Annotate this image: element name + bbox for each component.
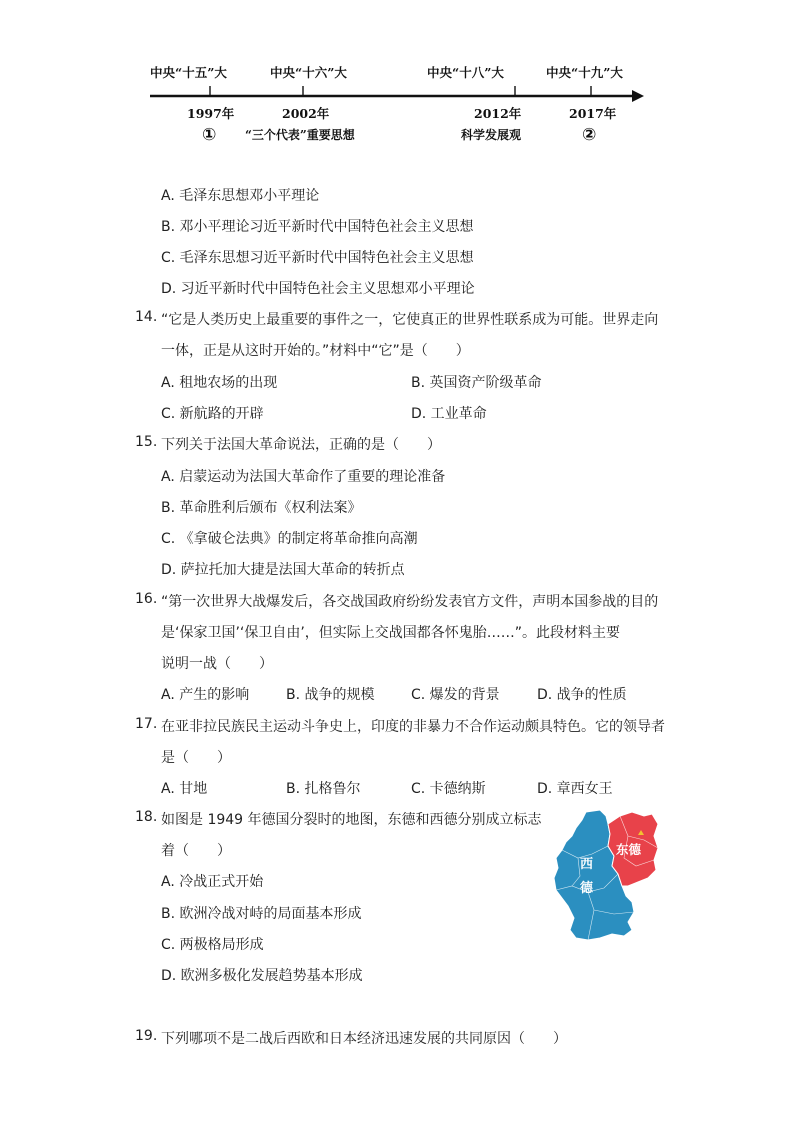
question-stem: “它是人类历史上最重要的事件之一，它使真正的世界性联系成为可能。世界走向 [161,312,659,328]
timeline-event-label: 中央“十九”大 [546,65,623,80]
option-a[interactable]: A. 冷战正式开始 [161,874,264,890]
question-stem: “第一次世界大战爆发后，各交战国政府纷纷发表官方文件，声明本国参战的目的 [161,594,659,610]
question-stem: 着（ ） [161,843,231,859]
option-c[interactable]: C. 卡德纳斯 [411,781,486,797]
question-number: 15. [135,434,158,450]
west-germany-label: 德 [580,881,594,896]
option-b[interactable]: B. 欧洲冷战对峙的局面基本形成 [161,906,362,922]
option-b[interactable]: B. 英国资产阶级革命 [411,375,542,391]
timeline-note-blank-2: ② [582,125,597,145]
timeline-year: 1997年 [187,106,235,121]
timeline-note: “三个代表”重要思想 [245,128,355,142]
option-a[interactable]: A. 甘地 [161,781,208,797]
question-stem: 一体，正是从这时开始的。”材料中“它”是（ ） [161,343,470,359]
option-c[interactable]: C. 毛泽东思想习近平新时代中国特色社会主义思想 [161,250,474,266]
timeline-year: 2002年 [282,106,330,121]
question-number: 16. [135,591,158,607]
question-number: 18. [135,809,158,825]
timeline-event-label: 中央“十五”大 [150,65,227,80]
option-c[interactable]: C. 新航路的开辟 [161,406,264,422]
timeline-note-blank-1: ① [202,125,217,145]
germany-1949-map [548,806,664,946]
question-stem: 下列哪项不是二战后西欧和日本经济迅速发展的共同原因（ ） [161,1031,567,1047]
option-a[interactable]: A. 租地农场的出现 [161,375,278,391]
timeline-year: 2017年 [569,106,617,121]
question-stem: 下列关于法国大革命说法，正确的是（ ） [161,437,441,453]
option-a[interactable]: A. 产生的影响 [161,687,250,703]
question-stem: 是‘保家卫国’‘保卫自由’，但实际上交战国都各怀鬼胎……”。此段材料主要 [161,625,621,641]
option-a[interactable]: A. 毛泽东思想邓小平理论 [161,188,320,204]
arrow-head-icon [632,90,644,102]
option-d[interactable]: D. 战争的性质 [537,687,627,703]
east-germany-label: 东德 [616,842,642,857]
timeline-year: 2012年 [474,106,522,121]
timeline-axis [148,84,644,104]
question-stem: 是（ ） [161,750,231,766]
option-d[interactable]: D. 章西女王 [537,781,613,797]
question-number: 14. [135,309,158,325]
question-number: 19. [135,1028,158,1044]
west-germany-label: 西 [580,857,594,872]
question-stem: 如图是 1949 年德国分裂时的地图，东德和西德分别成立标志 [161,812,542,828]
timeline-event-label: 中央“十六”大 [270,65,347,80]
question-number: 17. [135,716,158,732]
option-d[interactable]: D. 欧洲多极化发展趋势基本形成 [161,968,363,984]
option-d[interactable]: D. 萨拉托加大捷是法国大革命的转折点 [161,562,405,578]
option-b[interactable]: B. 战争的规模 [286,687,375,703]
option-c[interactable]: C. 爆发的背景 [411,687,500,703]
question-stem: 说明一战（ ） [161,656,273,672]
option-a[interactable]: A. 启蒙运动为法国大革命作了重要的理论准备 [161,469,446,485]
option-c[interactable]: C. 两极格局形成 [161,937,264,953]
option-d[interactable]: D. 工业革命 [411,406,487,422]
option-b[interactable]: B. 革命胜利后颁布《权利法案》 [161,500,362,516]
option-b[interactable]: B. 邓小平理论习近平新时代中国特色社会主义思想 [161,219,474,235]
option-b[interactable]: B. 扎格鲁尔 [286,781,361,797]
timeline-event-label: 中央“十八”大 [427,65,504,80]
option-c[interactable]: C. 《拿破仑法典》的制定将革命推向高潮 [161,531,418,547]
timeline-note: 科学发展观 [461,128,522,142]
option-d[interactable]: D. 习近平新时代中国特色社会主义思想邓小平理论 [161,281,475,297]
question-stem: 在亚非拉民族民主运动斗争史上，印度的非暴力不合作运动颇具特色。它的领导者 [161,719,665,735]
